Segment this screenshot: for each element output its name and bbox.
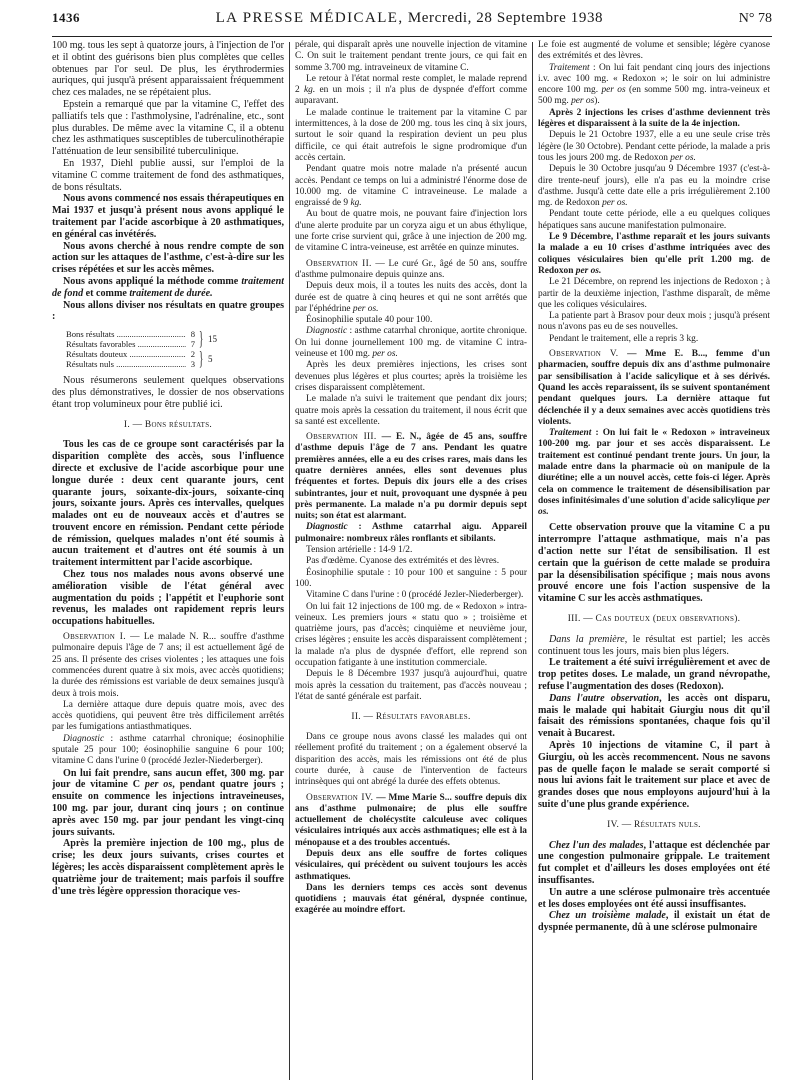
paragraph: Éosinophilie sputale 40 pour 100. [306, 315, 433, 326]
text-run: — Mme E. B..., femme d'un pharmacien, souffre depuis dix ans d'asthme pulmonaire par sensibilisation à l'acide salicylique et à ses dérivés. Quand les accès reparaissent, ils se suivent spontanément pendant quelques jours. La dernière attaque fut déclenchée il y a deux semaines avec accès quotidiens très violents. [538, 349, 770, 427]
section-heading [295, 712, 527, 724]
paragraph: Tous les cas de ce groupe sont caractérisés par la disparition complète des accès, sous l'influence directe et exclusive de l'acide ascorbique pour une longue durée : deux cent quarante jours, cent quarante jours, soixante-dix-jours, soixante-cinq jours, soixante jours. Après ces intervalles, quelques malades ont eu de nouveaux accès et d'autres se trouvent encore en rémission. Pendant cette période de rémission, quelques malades n'ont été soumis à aucun traitement et d'autres ont été soumis à un traitement intermittent par l'acide ascorbique. [52, 439, 284, 569]
paragraph [52, 276, 284, 300]
text-run: : Asthme catarrhal aigu. Appareil pulmonaire: nombreux râles ronflants et sibilants. [295, 522, 527, 544]
observation-label: Observation IV. [306, 792, 374, 803]
emphasis: Traitement [549, 428, 592, 439]
paragraph: Pas d'œdème. Cyanose des extrémités et des lèvres. [306, 556, 500, 567]
paragraph: Un autre a une sclérose pulmonaire très accentuée et les doses employées ont été aussi insuffisantes. [538, 886, 770, 910]
section-heading [538, 614, 770, 626]
paragraph: Après 10 injections de vitamine C, il part à Giurgiu, où les accès recommencent. Nous ne savons pas de quelle façon le malade se serait comporté si nous lui avions fait le traitement sur place et avec de grandes doses que nous employons aujourd'hui à la suite d'une plus grande expérience. [538, 740, 770, 810]
emphasis: traitement de fond [52, 275, 284, 299]
paragraph: Le malade n'a suivi le traitement que pendant dix jours; quatre mois après la cessation du traitement, il nous écrit que sa santé est excellente. [295, 394, 527, 427]
tally-brackets [199, 329, 217, 369]
journal-title [216, 10, 604, 27]
text-run: Nous avons appliqué la méthode comme [63, 275, 242, 287]
section-title: III. — Cas douteux (deux observations). [567, 614, 741, 625]
paragraph [52, 734, 284, 768]
running-header [52, 10, 772, 37]
paragraph [295, 326, 527, 360]
paragraph [538, 232, 770, 277]
emphasis: per os. [372, 349, 398, 360]
text-run: (en somme 500 mg. intra-veineux et 500 mg. [538, 85, 770, 107]
text-run: et comme [83, 287, 130, 299]
paragraph: Dans les derniers temps ces accès sont devenus quotidiens ; mauvais état général, dyspnée continue, exagérée au moindre effort. [295, 882, 527, 916]
tally-value: 2 [190, 349, 195, 360]
text-run: en un mois ; il n'a plus de dyspnée d'effort comme auparavant. [295, 85, 527, 107]
tally-value: 7 [190, 339, 195, 350]
results-tally [66, 329, 284, 369]
paragraph: La patiente part à Brasov pour deux mois ; jusqu'à présent nous n'avons pas eu de ses nouvelles. [538, 311, 770, 333]
tally-total: 5 [208, 354, 213, 365]
text-run: , l'attaque est déclenchée par une congestion pulmonaire grippale. Le traitement fut complet et d'ailleurs les doses employées ont été insuffisantes. [538, 839, 770, 886]
observation-label: Observation III. [306, 432, 377, 443]
paragraph: Au bout de quatre mois, ne pouvant faire d'injection lors d'une alerte produite par un coryza aigu et un abus éthylique, une forte crise survient qui, grâce à une injection de 200 mg. de vitamine C intra-veineuse, est arrêtée en quinze minutes. [295, 209, 527, 254]
text-run: Pendant quatre mois notre malade n'a présenté aucun accès. Pendant ce temps on lui a administré l'énorme dose de 10.000 mg. de vitamine C intraveineuse. Le malade a engraissé de 9 [295, 164, 527, 209]
tally-value: 8 [190, 329, 195, 340]
tally-label: Résultats nuls ..... [66, 359, 186, 369]
tally-label: Résultats douteux ..... [66, 349, 186, 359]
paragraph [295, 164, 527, 209]
paragraph: Après 2 injections les crises d'asthme deviennent très légères et disparaissent à la suite de la 4e injection. [538, 107, 770, 130]
emphasis: per os. [575, 265, 602, 276]
emphasis: Chez un troisième malade [549, 910, 666, 922]
emphasis: Diagnostic [306, 522, 348, 533]
brace-icon: } [199, 328, 204, 351]
paragraph: Le malade continue le traitement par la vitamine C par intermittences, à la dose de 200 mg. tous les cinq à six jours, surtout le soir quand la respiration devient un peu plus difficile, ce qui était autrefois le signe prodromique d'un accès certain. [295, 107, 527, 163]
tally-total: 15 [208, 334, 217, 345]
text-run: Depuis deux mois, il a toutes les nuits des accès, dont la durée est de quatre à cinq heures et qui ne sont arrêtés que par l'éphédrine [295, 281, 527, 314]
text-run: — Le malade N. R... souffre d'asthme pulmonaire depuis l'âge de 7 ans; il est actuellement âgé de 25 ans. Il présente des crises violentes ; les attaques une fois commencées durent quatre à six mois, avec accès quotidiens; la durée des rémissions est variable de deux semaines jusqu'à deux à trois mois. [52, 632, 284, 699]
column-rule [289, 42, 290, 1080]
section-title: I. — Bons résultats. [123, 419, 213, 430]
tally-row [66, 349, 198, 359]
emphasis: Dans la première [549, 633, 625, 645]
paragraph: Cette observation prouve que la vitamine C a pu interrompre l'attaque asthmatique, mais n'a pas d'action nette sur l'état de sensibilisation. Il est certain que la guérison de cette malade se produira par la désensibilisation spécifique ; mais nous avons prouvé encore une fois l'action suspensive de la vitamine C sur les accès asthmatiques. [538, 522, 770, 605]
paragraph: 100 mg. tous les sept à quatorze jours, à l'injection de l'or et il obtint des guérisons bien plus complètes que celles obtenues par l'or seul. De plus, les érythrodermies auriques, qui jusqu'à présent apparaissaient fréquemment chez ces malades, ne se répétaient plus. [52, 40, 284, 99]
page-number: 1436 [52, 10, 80, 25]
emphasis: kg. [350, 198, 362, 209]
paragraph [538, 840, 770, 887]
tally-label: Bons résultats ..... [66, 329, 186, 339]
paragraph [538, 693, 770, 740]
column-3 [538, 40, 770, 1080]
paragraph: Chez tous nos malades nous avons observé une amélioration visible de l'état général avec augmentation du poids ; l'appétit et l'euphorie sont revenus, les malades ont rapidement repris leurs occupations habituelles. [52, 569, 284, 628]
tally-value: 3 [190, 359, 195, 370]
paragraph: Le 21 Décembre, on reprend les injections de Redoxon ; à partir de la deuxième injection, l'asthme disparaît, de même que les coliques vésiculaires. [538, 277, 770, 310]
text-run: — Mme Marie S... souffre depuis dix ans d'asthme pulmonaire; de plus elle souffre actuellement de cholécystite calculeuse avec coliques vésiculaires intriqués aux accès asthmatiques; elle est à la ménopause et a des troubles accentués. [295, 792, 527, 848]
paragraph: Nous avons cherché à nous rendre compte de son action sur les attaques de l'asthme, c'est-à-dire sur les crises répétées et sur les accès mêmes. [52, 240, 284, 276]
text-run: Le retour à l'état normal reste complet, le malade reprend 2 [295, 73, 527, 96]
observation [52, 632, 284, 700]
section-title: IV. — Résultats nuls. [607, 819, 701, 830]
tally-label: Résultats favorables ..... [66, 339, 186, 349]
text-run: , les accès ont disparu, mais le malade qui habitait Giurgiu nous dit qu'il faisait des rémissions spontanées, chaque fois qu'il venait à Bucarest. [538, 692, 770, 740]
paragraph: Vitamine C dans l'urine : 0 (procédé Jezler-Niederberger). [306, 590, 524, 601]
paragraph: Tension artérielle : 14-9 1/2. [306, 545, 413, 556]
text-columns [52, 40, 772, 1080]
observation [538, 349, 770, 428]
text-run: — Le curé Gr., âgé de 50 ans, souffre d'asthme pulmonaire depuis quinze ans. [295, 258, 527, 280]
paragraph: Nous allons diviser nos résultats en quatre groupes : [52, 299, 284, 323]
tally-row [66, 359, 198, 369]
emphasis: Diagnostic [63, 733, 105, 744]
paragraph [538, 164, 770, 209]
observation-label: Observation V. [549, 349, 619, 360]
tally-row [66, 329, 198, 339]
column-2 [295, 40, 527, 1080]
paragraph [538, 63, 770, 108]
observation-label: Observation II. [306, 258, 372, 269]
text-run: ). [594, 96, 600, 107]
tally-row [66, 339, 198, 349]
observation [295, 793, 527, 849]
paragraph: Depuis deux ans elle souffre de fortes coliques vésiculaires, qui précèdent ou suivent toujours les accès asthmatiques. [295, 848, 527, 882]
text-run: : On lui fait le « Redoxon » intraveineux 100-200 mg. par jour et ses accès disparaissent. Le traitement est continué pendant trente jours. Un jour, la malade entre dans la pharmacie où on manipule de la diurétine; elle a un nouvel accès, cette fois-ci léger. Après cela on commence le traitement de désensibilisation par doses infinitésimales d'une solution d'acide salicylique [538, 428, 770, 506]
text-run: Depuis le 21 Octobre 1937, elle a eu une seule crise très légère (le 30 Octobre). Pendant cette période, la malade a pris tous les jours 200 mg. de Redoxon [538, 130, 770, 163]
observation-label: Observation I. [63, 632, 126, 643]
issue-number: N° 78 [738, 11, 772, 26]
paragraph: On lui fait 12 injections de 100 mg. de « Redoxon » intra-veineux. Les premiers jours « statu quo » ; troisième et quatrième jours, pas d'accès; cinquième et neuvième jour, crises légères ; ensuite les accès disparaissent complètement ; la malade n'a plus de dyspnée d'effort, elle reprend son occupation fatigante à une institution commerciale. [295, 601, 527, 669]
emphasis: kg. [303, 85, 316, 96]
issue-date: Mercredi, 28 Septembre 1938 [407, 10, 604, 26]
paragraph: Après la première injection de 100 mg., plus de crise; les deux jours suivants, crises courtes et légères; les accès disparaissent complètement après le quatrième jour de traitement; mais parfois il souffre d'une très légère oppression thoracique ves- [52, 838, 284, 897]
tally-rows [66, 329, 198, 369]
paragraph: Epstein a remarqué que par la vitamine C, l'effet des palliatifs tels que : l'asthmolysine, l'adrénaline, etc., sont plus durables. De même avec la vitamine C, il a obtenu chez les asthmatiques susceptibles de tuberculinothérapie l'atténuation de leur sensibilité tuberculinique. [52, 98, 284, 158]
section-heading [52, 420, 284, 432]
paragraph [538, 428, 770, 518]
paragraph: Le traitement a été suivi irrégulièrement et avec de trop petites doses. Le malade, un grand névropathe, refuse l'augmentation des doses (Redoxon). [538, 657, 770, 693]
section-title: II. — Résultats favorables. [351, 712, 471, 723]
emphasis: per os. [538, 495, 770, 518]
text-run: On lui fait prendre, sans aucun effet, 300 mg. par jour de vitamine C [52, 767, 284, 791]
paragraph: Pendant toute cette période, elle a eu quelques coliques hépatiques sans aucune manifestation pulmonaire. [538, 209, 770, 231]
paragraph: Nous avons commencé nos essais thérapeutiques en Mai 1937 et jusqu'à présent nous avons appliqué le traitement par l'acide ascorbique à 20 asthmatiques, en général cas invétérés. [52, 193, 284, 240]
tally-group [199, 329, 217, 349]
tally-group [199, 349, 217, 369]
observation [295, 259, 527, 282]
paragraph: Dans ce groupe nous avons classé les malades qui ont réellement profité du traitement ; on a également observé la disparition des accès, mais les rémissions ont été de plus courte durée, à cause de l'intervention de facteurs intrinsèques qui ont abrégé la durée des effets obtenus. [295, 732, 527, 788]
paragraph [52, 768, 284, 839]
brace-icon: } [199, 348, 204, 371]
emphasis: per os. [352, 303, 379, 314]
text-run: , pendant quatre jours ; ensuite on commence les injections intraveineuses, 100 mg. par jour, durant cinq jours ; on continue après avec 150 mg. par jour pendant les vingt-cinq jours suivants. [52, 779, 284, 838]
observation [295, 432, 527, 522]
emphasis: Dans l'autre observation [549, 692, 660, 704]
emphasis: per os [571, 96, 595, 107]
paragraph [538, 130, 770, 164]
text-run: — E. N., âgée de 45 ans, souffre d'asthme depuis l'âge de 7 ans. Pendant les quatre premières années, elle a eu des crises rares, mais dans les quatre dernières années, elles sont devenues plus fréquentes et fortes. Depuis dix jours elle a des crises subintrantes, jour et nuit, provoquant une dyspnée à peu près permanente. La malade n'a pu dormir depuis sept nuits; son état est alarmant. [295, 432, 527, 522]
paragraph: pérale, qui disparaît après une nouvelle injection de vitamine C. On suit le traitement pendant trente jours, ce qui fait en somme 3.700 mg. intraveineux de vitamine C. [295, 40, 527, 73]
text-run: , il existait un état de dyspnée permanente, dû à une sclérose pulmonaire [538, 910, 770, 934]
text-run: : asthme catarrhal chronique, aortite chronique. On lui donne journellement 100 mg. de vitamine C intra-veineuse et 100 mg. [295, 326, 527, 360]
text-run: , le résultat est partiel; les accès continuent tous les jours, mais bien plus légers. [538, 633, 770, 657]
paragraph [295, 74, 527, 108]
emphasis: Traitement [549, 62, 590, 73]
emphasis: per os [601, 85, 626, 96]
emphasis: traitement de durée. [129, 287, 213, 299]
column-1 [52, 40, 284, 1080]
journal-name: LA PRESSE MÉDICALE, [215, 10, 404, 26]
emphasis: per os. [602, 198, 628, 209]
paragraph: Depuis le 8 Décembre 1937 jusqu'à aujourd'hui, quatre mois après la cessation du traitement, pas d'accès nouveau ; l'état de santé générale est parfait. [295, 669, 527, 702]
text-run: : On lui fait pendant cinq jours des injections i.v. avec 100 mg. « Redoxon »; le soir on lui administre encore 100 mg. [538, 62, 770, 96]
section-heading [538, 820, 770, 832]
emphasis: per os [144, 779, 173, 791]
text-run: : asthme catarrhal chronique; éosinophilie sputale 25 pour 100; éosinophilie sanguine 6 pour 100; vitamine C dans l'urine 0 (procédé Jezler-Niederberger). [52, 733, 284, 767]
paragraph [295, 281, 527, 315]
column-rule [532, 42, 533, 1080]
paragraph: Pendant le traitement, elle a repris 3 kg. [549, 333, 699, 344]
paragraph: La dernière attaque dure depuis quatre mois, avec des accès quotidiens, qui peuvent être très difficilement arrêtés par les fumigations antiasthmatiques. [52, 699, 284, 733]
paragraph [538, 910, 770, 934]
paragraph: Éosinophilie sputale : 10 pour 100 et sanguine : 5 pour 100. [295, 567, 527, 589]
paragraph: Le foie est augmenté de volume et sensible; légère cyanose des extrémités et des lèvres. [538, 40, 770, 62]
paragraph [538, 634, 770, 658]
paragraph [295, 522, 527, 545]
paragraph: Nous résumerons seulement quelques observations des plus démonstratives, le dossier de nos observations étant trop volumineux pour être publié ici. [52, 375, 284, 410]
paragraph: En 1937, Diehl publie aussi, sur l'emploi de la vitamine C comme traitement de fond des asthmatiques, de bons résultats. [52, 157, 284, 193]
emphasis: Chez l'un des malades [549, 839, 644, 851]
emphasis: per os. [670, 152, 696, 163]
text-run: Le 9 Décembre, l'asthme reparaît et les jours suivants la malade a eu 10 crises d'asthme intriquées avec des coliques vésiculaires bien qu'elle prît 1.200 mg. de Redoxon [538, 232, 770, 276]
text-run: Depuis le 30 Octobre jusqu'au 9 Décembre 1937 (c'est-à-dire trente-neuf jours), elle n'a pas eu la moindre crise d'asthme. Jusqu'à cette date elle a pris irrégulièrement 2.100 mg. de Redoxon [538, 164, 770, 209]
emphasis: Diagnostic [306, 326, 348, 337]
paragraph: Après les deux premières injections, les crises sont devenues plus légères et plus courtes; après la troisième les crises disparaissent complètement. [295, 360, 527, 393]
